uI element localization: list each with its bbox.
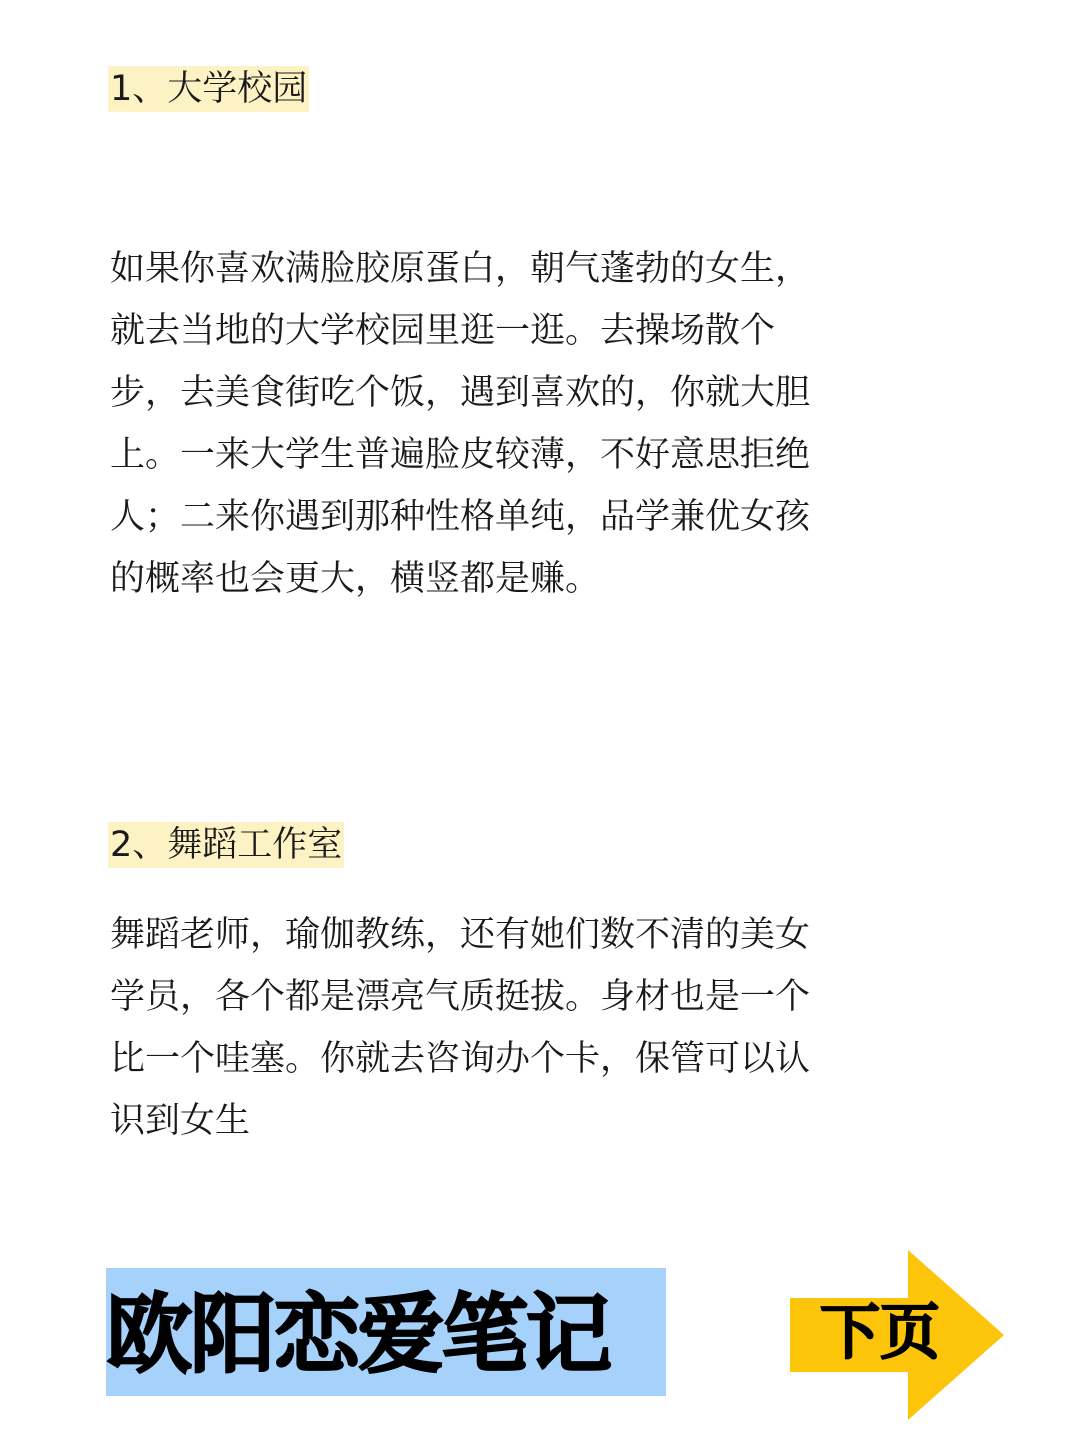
next-page-button[interactable]	[790, 1250, 1008, 1420]
paragraph-line: 就去当地的大学校园里逛一逛。去操场散个	[110, 311, 776, 351]
brand-name: 欧阳恋爱笔记	[106, 1285, 610, 1385]
paragraph-line: 步，去美食街吃个饭，遇到喜欢的，你就大胆	[110, 373, 811, 413]
paragraph-line: 如果你喜欢满脸胶原蛋白，朝气蓬勃的女生，	[110, 249, 811, 289]
section-1-heading: 1、大学校园	[108, 66, 309, 112]
paragraph-line: 学员，各个都是漂亮气质挺拔。身材也是一个	[110, 977, 811, 1017]
paragraph-line: 比一个哇塞。你就去咨询办个卡，保管可以认	[110, 1039, 811, 1079]
paragraph-line: 人；二来你遇到那种性格单纯，品学兼优女孩	[110, 497, 811, 537]
section-1-paragraph	[110, 238, 870, 610]
paragraph-line: 舞蹈老师，瑜伽教练，还有她们数不清的美女	[110, 915, 811, 955]
paragraph-line: 识到女生	[110, 1101, 251, 1141]
paragraph-line: 的概率也会更大，横竖都是赚。	[110, 559, 601, 599]
brand-banner	[106, 1268, 666, 1396]
next-page-label: 下页	[820, 1298, 940, 1368]
section-2-paragraph	[110, 904, 870, 1152]
section-2-heading: 2、舞蹈工作室	[108, 822, 344, 868]
paragraph-line: 上。一来大学生普遍脸皮较薄，不好意思拒绝	[110, 435, 811, 475]
